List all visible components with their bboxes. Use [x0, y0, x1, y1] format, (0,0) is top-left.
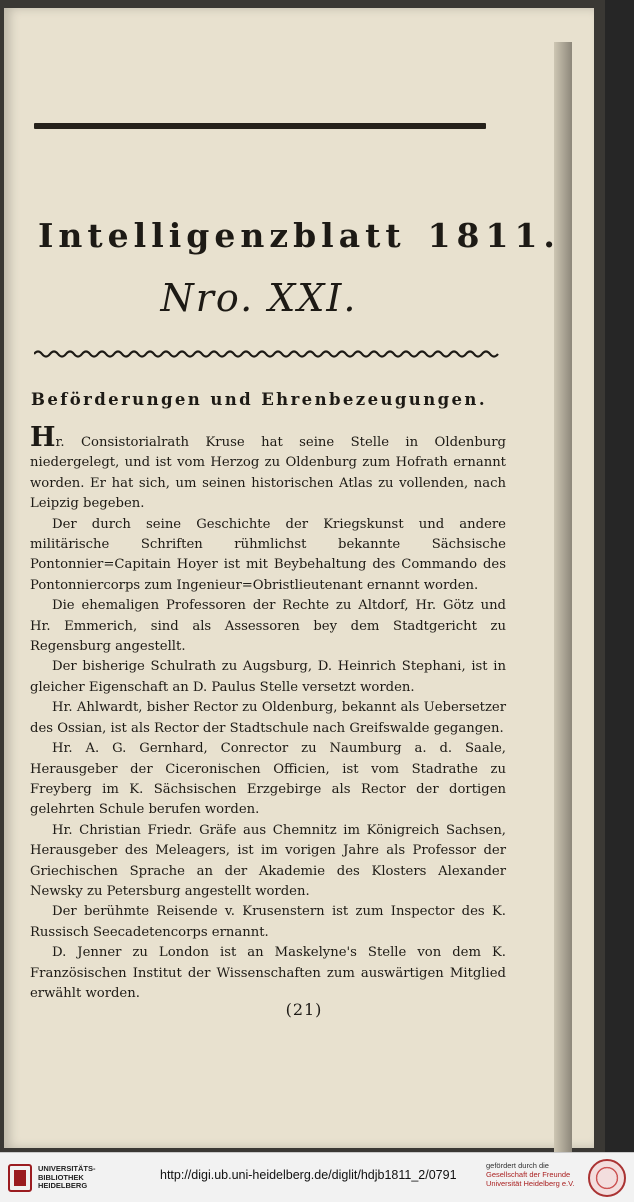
sponsor-text: [486, 1161, 582, 1188]
issue-number: Nro. XXI.: [160, 276, 358, 320]
library-name-line: BIBLIOTHEK: [38, 1172, 84, 1182]
paragraph: Die ehemaligen Professoren der Rechte zu Altdorf, Hr. Götz und Hr. Emmerich, sind als Assessoren bey dem Stadtgericht zu Regensburg angestellt.: [30, 598, 506, 655]
library-name: [38, 1165, 118, 1191]
sponsor-line: gefördert durch die: [486, 1161, 549, 1170]
library-name-line: HEIDELBERG: [38, 1181, 88, 1190]
permalink-url[interactable]: http://digi.ub.uni-heidelberg.de/diglit/hdjb1811_2/0791: [160, 1168, 457, 1182]
paragraph: Der bisherige Schulrath zu Augsburg, D. Heinrich Stephani, ist in gleicher Eigenschaft an D. Paulus Stelle versetzt worden.: [30, 659, 506, 695]
university-seal-icon: [588, 1159, 626, 1197]
paragraph: [30, 422, 506, 515]
sponsor-line: Universität Heidelberg e.V.: [486, 1179, 575, 1188]
ornamental-rule: [34, 348, 500, 360]
paragraph: D. Jenner zu London ist an Maskelyne's Stelle von dem K. Französischen Institut der Wissenschaften zum auswärtigen Mitglied erwählt worden.: [30, 945, 506, 1001]
masthead: [38, 216, 561, 255]
paragraph: Der berühmte Reisende v. Krusenstern ist zum Inspector des K. Russisch Seecadetencorps ernannt.: [30, 904, 506, 940]
sponsor-line: Gesellschaft der Freunde: [486, 1170, 571, 1179]
scanned-page: [4, 8, 594, 1148]
library-name-line: UNIVERSITÄTS-: [38, 1164, 96, 1173]
page-number: (21): [285, 1000, 323, 1019]
article-body: [30, 422, 506, 1004]
paragraph-text: r. Consistorialrath Kruse hat seine Stelle in Oldenburg niedergelegt, und ist vom Herzog zu Oldenburg zum Hofrath ernannt worden. Er hat sich, um seinen historischen Atlas zu vollenden, nach Leipzig begeben.: [30, 435, 506, 512]
viewer-footer: [0, 1152, 634, 1202]
paragraph: Hr. A. G. Gernhard, Conrector zu Naumburg a. d. Saale, Herausgeber der Ciceronischen Officien, ist vom Stadrathe zu Freyberg im K. Sächsischen Erzgebirge als Rector der dortigen gelehrten Schule berufen worden.: [30, 741, 506, 818]
masthead-title: Intelligenzblatt: [38, 216, 406, 255]
paragraph: Hr. Christian Friedr. Gräfe aus Chemnitz im Königreich Sachsen, Herausgeber des Meleagers, ist im vorigen Jahre als Professor der Griechischen Sprache an der Akademie des Klosters Alexander Newsky zu Petersburg angestellt worden.: [30, 822, 506, 899]
masthead-year: 1811.: [427, 216, 561, 255]
section-heading: Beförderungen und Ehrenbezeugungen.: [31, 390, 487, 409]
top-rule: [34, 123, 486, 129]
library-logo-icon: [8, 1164, 32, 1192]
drop-cap: H: [30, 422, 56, 453]
paragraph: Hr. Ahlwardt, bisher Rector zu Oldenburg, bekannt als Uebersetzer des Ossian, ist als Rector der Stadtschule nach Greifswalde gegangen.: [30, 700, 506, 736]
paragraph: Der durch seine Geschichte der Kriegskunst und andere militärische Schriften rühmlichst bekannte Sächsische Pontonnier=Capitain Hoyer ist mit Beybehaltung des Commando des Pontonniercorps zum Ingenieur=Obristlieutenant ernannt worden.: [30, 516, 506, 593]
